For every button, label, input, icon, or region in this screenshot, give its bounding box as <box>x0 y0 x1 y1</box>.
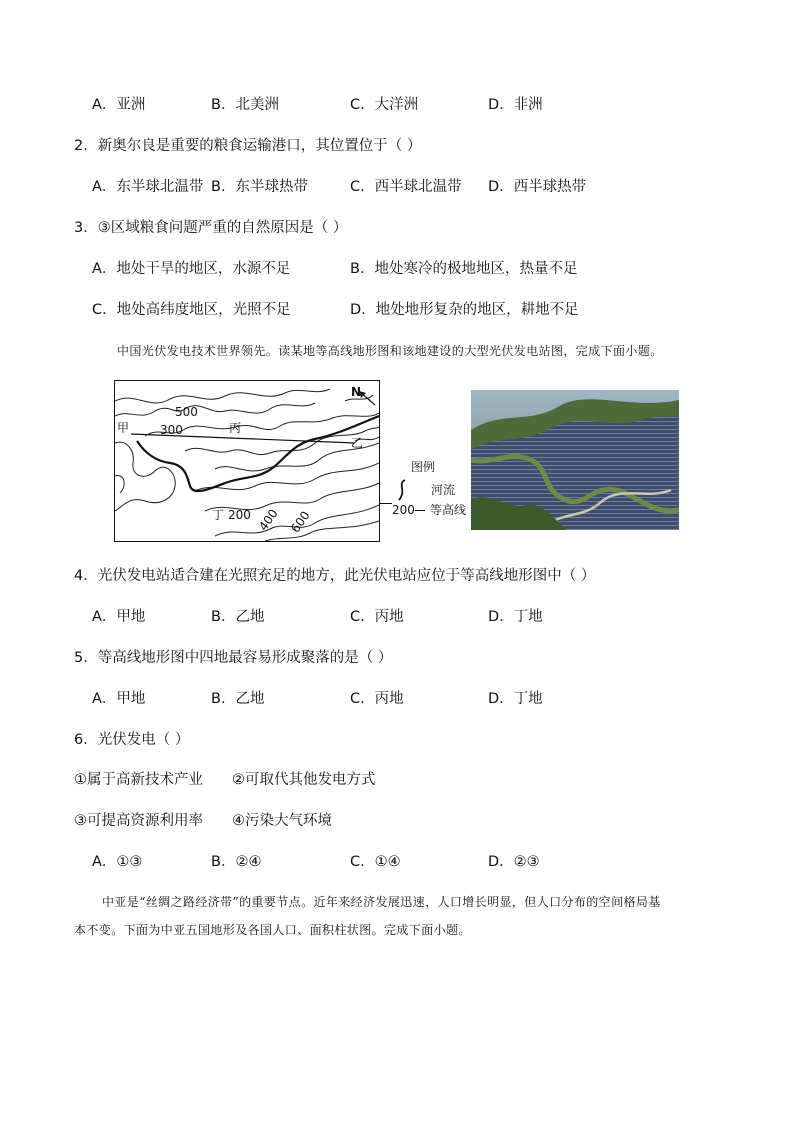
contour-legend-line-left <box>380 503 392 504</box>
q1-option-c: C．大洋洲 <box>350 97 419 113</box>
q4-option-d: D．丁地 <box>488 609 543 625</box>
contour-label-300: 300 <box>160 423 183 437</box>
q2-option-c: C．西半球北温带 <box>350 179 462 195</box>
place-ding: 丁 <box>212 508 225 522</box>
q3-option-c: C．地处高纬度地区，光照不足 <box>92 302 291 318</box>
solar-plant-photo <box>471 390 679 530</box>
place-yi: 乙 <box>351 436 364 450</box>
q3-option-d: D．地处地形复杂的地区，耕地不足 <box>350 302 579 318</box>
q6-option-a: A．①③ <box>92 854 143 870</box>
q2-option-b: B．东半球热带 <box>211 179 308 195</box>
q6-stem: 6．光伏发电（ ） <box>74 732 190 748</box>
q6-option-d: D．②③ <box>488 854 540 870</box>
q4-option-a: A．甲地 <box>92 609 146 625</box>
q6-option-b: B．②④ <box>211 854 262 870</box>
q1-option-b: B．北美洲 <box>211 97 279 113</box>
passage-intro-central-asia-line1: 中亚是“丝绸之路经济带”的重要节点。近年来经济发展迅速，人口增长明显，但人口分布的空间格局基 <box>102 895 661 909</box>
q1-option-a: A．亚洲 <box>92 97 146 113</box>
north-label: N <box>351 385 362 399</box>
q4-option-c: C．丙地 <box>350 609 404 625</box>
q6-statement-3: ③可提高资源利用率 <box>74 813 203 829</box>
q4-stem: 4．光伏发电站适合建在光照充足的地方，此光伏电站应位于等高线地形图中（ ） <box>74 568 596 584</box>
q5-stem: 5．等高线地形图中四地最容易形成聚落的是（ ） <box>74 650 393 666</box>
contour-label-200: 200 <box>228 508 251 522</box>
place-jia: 甲 <box>117 421 130 435</box>
q3-option-b: B．地处寒冷的极地地区，热量不足 <box>350 261 578 277</box>
q2-stem: 2．新奥尔良是重要的粮食运输港口，其位置位于（ ） <box>74 138 422 154</box>
q2-option-d: D．西半球热带 <box>488 179 587 195</box>
passage-intro-central-asia-line2: 本不变。下面为中亚五国地形及各国人口、面积柱状图。完成下面小题。 <box>74 923 471 937</box>
q3-stem: 3．③区域粮食问题严重的自然原因是（ ） <box>74 220 348 236</box>
q3-option-a: A．地处干旱的地区，水源不足 <box>92 261 291 277</box>
q4-option-b: B．乙地 <box>211 609 265 625</box>
contour-label-600: 600 <box>288 508 313 536</box>
q5-option-a: A．甲地 <box>92 691 146 707</box>
legend-river: 河流 <box>431 483 456 497</box>
q6-statement-4: ④污染大气环境 <box>232 813 332 829</box>
q6-statement-2: ②可取代其他发电方式 <box>232 772 376 788</box>
contour-label-400: 400 <box>256 506 281 534</box>
contour-label-500: 500 <box>175 405 198 419</box>
contour-legend-line-right <box>415 510 425 511</box>
q1-option-d: D．非洲 <box>488 97 543 113</box>
q5-option-b: B．乙地 <box>211 691 265 707</box>
q2-option-a: A．东半球北温带 <box>92 179 204 195</box>
q5-option-c: C．丙地 <box>350 691 404 707</box>
contour-map <box>114 380 380 542</box>
q5-option-d: D．丁地 <box>488 691 543 707</box>
legend-contour: 等高线 <box>430 503 467 517</box>
q6-statement-1: ①属于高新技术产业 <box>74 772 203 788</box>
passage-intro-photovoltaic: 中国光伏发电技术世界领先。读某地等高线地形图和该地建设的大型光伏发电站图，完成下面小题。 <box>117 344 663 358</box>
place-bing: 丙 <box>229 421 242 435</box>
q6-option-c: C．①④ <box>350 854 401 870</box>
river-legend-icon <box>395 478 409 502</box>
legend-contour-sample: 200 <box>392 503 415 517</box>
legend-title: 图例 <box>411 460 436 474</box>
